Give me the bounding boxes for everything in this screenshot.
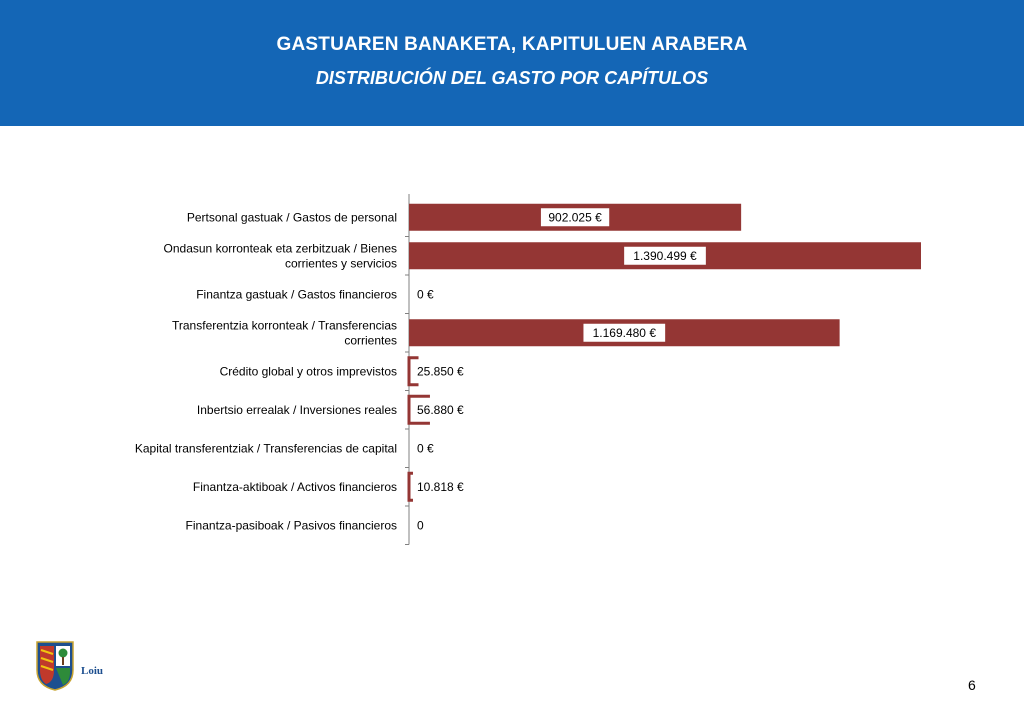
data-label: 25.850 € bbox=[417, 364, 464, 379]
category-label: Transferentzia korronteak / Transferencias corrientes bbox=[172, 318, 397, 348]
category-label: Crédito global y otros imprevistos bbox=[219, 364, 397, 379]
data-label: 0 € bbox=[417, 287, 434, 302]
data-label: 902.025 € bbox=[548, 210, 602, 225]
loiu-coat-of-arms-icon bbox=[34, 640, 76, 692]
category-label: Finantza-pasiboak / Pasivos financieros bbox=[185, 518, 397, 533]
category-label: Pertsonal gastuak / Gastos de personal bbox=[186, 210, 397, 225]
data-label: 0 bbox=[417, 518, 424, 533]
title-basque: GASTUAREN BANAKETA, KAPITULUEN ARABERA bbox=[276, 34, 748, 55]
brand-name: Loiu bbox=[81, 665, 104, 677]
data-label: 1.390.499 € bbox=[633, 248, 697, 263]
data-label: 56.880 € bbox=[417, 402, 464, 417]
category-label: Finantza gastuak / Gastos financieros bbox=[196, 287, 397, 302]
category-label: Finantza-aktiboak / Activos financieros bbox=[192, 479, 397, 494]
category-label: Ondasun korronteak eta zerbitzuak / Bienes corrientes y servicios bbox=[163, 241, 397, 271]
title-spanish: DISTRIBUCIÓN DEL GASTO POR CAPÍTULOS bbox=[315, 68, 709, 88]
category-label: Inbertsio errealak / Inversiones reales bbox=[196, 402, 397, 417]
category-label: Kapital transferentziak / Transferencias de capital bbox=[134, 441, 397, 456]
data-label: 1.169.480 € bbox=[592, 325, 657, 340]
data-label: 0 € bbox=[417, 441, 434, 456]
page-number: 6 bbox=[968, 677, 976, 693]
data-label: 10.818 € bbox=[417, 479, 464, 494]
bar bbox=[409, 473, 413, 500]
